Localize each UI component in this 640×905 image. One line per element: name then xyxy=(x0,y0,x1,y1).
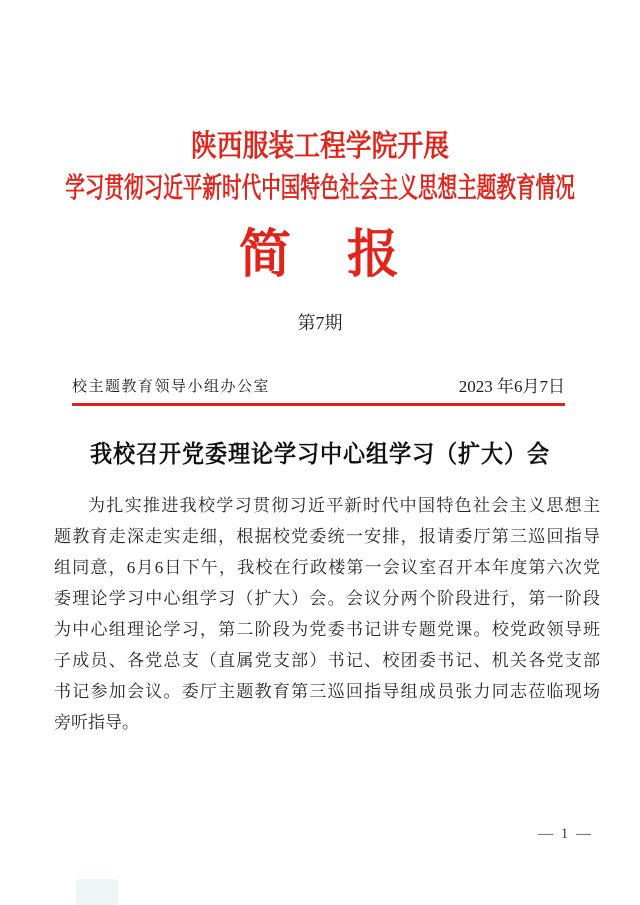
page-footer xyxy=(0,826,593,842)
issue-number: 第7期 xyxy=(297,313,343,333)
masthead-theme-line-row xyxy=(0,172,640,206)
issue-date: 2023 年6月7日 xyxy=(458,377,565,396)
body-line: 题教育走深走实走细，根据校党委统一安排，报请委厅第三巡回指导 xyxy=(54,527,600,546)
body-line: 为扎实推进我校学习贯彻习近平新时代中国特色社会主义思想主 xyxy=(88,496,600,515)
faint-watermark xyxy=(76,879,118,905)
body-line: 书记参加会议。委厅主题教育第三巡回指导组成员张力同志莅临现场 xyxy=(54,682,600,701)
article-body xyxy=(54,490,600,738)
article-headline-row xyxy=(0,440,640,470)
masthead-org-line-row xyxy=(0,130,640,164)
bulletin-title: 简 报 xyxy=(238,227,401,284)
body-line: 子成员、各党总支（直属党支部）书记、校团委书记、机关各党支部 xyxy=(54,651,600,670)
body-line: 为中心组理论学习，第二阶段为党委书记讲专题党课。校党政领导班 xyxy=(54,620,600,639)
body-line: 组同意，6月6日下午，我校在行政楼第一会议室召开本年度第六次党 xyxy=(54,558,600,577)
masthead xyxy=(0,0,640,334)
article-headline: 我校召开党委理论学习中心组学习（扩大）会 xyxy=(90,442,550,468)
body-line: 委理论学习中心组学习（扩大）会。会议分两个阶段进行，第一阶段 xyxy=(54,589,600,608)
body-line: 旁听指导。 xyxy=(54,713,139,732)
issuer-date-row xyxy=(72,378,565,406)
masthead-org-line: 陕西服装工程学院开展 xyxy=(191,130,449,163)
masthead-theme-line: 学习贯彻习近平新时代中国特色社会主义思想主题教育情况 xyxy=(65,173,575,204)
issuer-office: 校主题教育领导小组办公室 xyxy=(72,379,271,395)
page-number: — 1 — xyxy=(538,826,593,842)
